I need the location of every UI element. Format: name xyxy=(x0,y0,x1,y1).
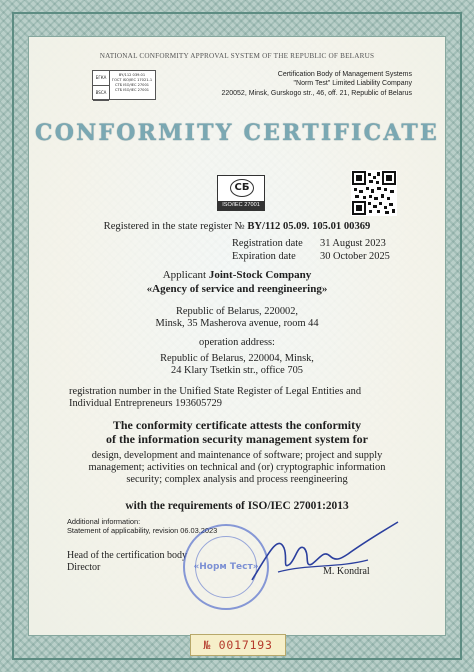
logo-box-line: BY/112 039.01 xyxy=(118,73,146,77)
accreditation-logo-box xyxy=(92,70,156,100)
applicant-name: Joint-Stock Company xyxy=(208,269,312,281)
signer-name: M. Kondral xyxy=(323,566,370,577)
legal-address xyxy=(0,306,474,331)
serial-number: № 0017193 xyxy=(190,634,286,656)
operation-address-line: Republic of Belarus, 220004, Minsk, xyxy=(160,353,314,364)
scope-line: management; activities on technical and (or) cryptographic information xyxy=(88,462,386,474)
state-register-line xyxy=(0,221,474,233)
attestation-statement xyxy=(0,418,474,446)
additional-info-label: Additional information: xyxy=(67,517,141,526)
attest-line: The conformity certificate attests the conformity xyxy=(112,418,362,432)
register-prefix: Registered in the state register № xyxy=(103,221,245,232)
logo-box-line: СТБ ISO/IEC 27001 xyxy=(114,83,150,87)
scope-line: security; complex analysis and process reengineering xyxy=(126,474,348,486)
head-title: Director xyxy=(67,562,101,574)
cert-body-line: Certification Body of Management Systems xyxy=(277,71,412,78)
cert-body-line: "Norm Test" Limited Liability Company xyxy=(293,80,412,88)
logo-box-left-bottom: BSCA xyxy=(93,86,109,101)
address-line: Minsk, 35 Masherova avenue, room 44 xyxy=(155,318,319,330)
stamp-text: «Норм Тест» xyxy=(193,562,259,572)
logo-box-left-top: БГКА xyxy=(93,71,109,86)
address-line: Republic of Belarus, 220002, xyxy=(175,306,299,317)
registration-date-value: 31 August 2023 xyxy=(320,238,386,249)
accreditation-mark xyxy=(217,175,265,211)
applicant-prefix: Applicant xyxy=(162,269,207,281)
requirements-line: with the requirements of ISO/IEC 27001:2013 xyxy=(125,500,349,512)
logo-box-line: ГОСТ ISO/IEC 17021-1 xyxy=(111,78,153,82)
expiration-date-label: Expiration date xyxy=(232,250,296,262)
head-line: Head of the certification body xyxy=(67,550,187,561)
dates-block xyxy=(232,238,390,263)
system-line: NATIONAL CONFORMITY APPROVAL SYSTEM OF THE REPUBLIC OF BELARUS xyxy=(99,52,375,60)
register-number: BY/112 05.09. 105.01 00369 xyxy=(247,221,371,232)
additional-info-text: Statement of applicability, revision 06.03.2023 xyxy=(67,525,218,535)
registration-number-line: registration number in the Unified State Register of Legal Entities and xyxy=(69,386,362,397)
applicant-name-line2: «Agency of service and reengineering» xyxy=(146,283,328,295)
operation-address-line: 24 Klary Tsetkin str., office 705 xyxy=(171,365,303,377)
scope-line: design, development and maintenance of software; project and supply xyxy=(91,450,383,461)
accreditation-symbol: СБ xyxy=(230,179,254,197)
certification-scope xyxy=(0,450,474,487)
registration-number-text xyxy=(69,386,409,411)
attest-line: of the information security management system for xyxy=(106,432,368,446)
signature xyxy=(238,514,408,594)
applicant-block xyxy=(0,268,474,296)
certification-body-block xyxy=(212,70,412,98)
logo-box-line: СТБ ISO/IEC 27001 xyxy=(114,88,150,92)
registration-number-line: Individual Entrepreneurs 193605729 xyxy=(69,398,222,410)
cert-body-line: 220052, Minsk, Gurskogo str., 46, off. 21, Republic of Belarus xyxy=(221,89,412,97)
certificate-title: CONFORMITY CERTIFICATE xyxy=(35,120,439,146)
operation-address xyxy=(0,353,474,378)
additional-information xyxy=(67,518,217,535)
accreditation-standard: ISO/IEC 27001 xyxy=(218,201,264,210)
head-of-body xyxy=(67,550,187,574)
expiration-date-value: 30 October 2025 xyxy=(320,250,390,262)
qr-code-icon[interactable] xyxy=(351,170,397,216)
operation-address-label: operation address: xyxy=(199,337,275,348)
registration-date-label: Registration date xyxy=(232,238,303,249)
